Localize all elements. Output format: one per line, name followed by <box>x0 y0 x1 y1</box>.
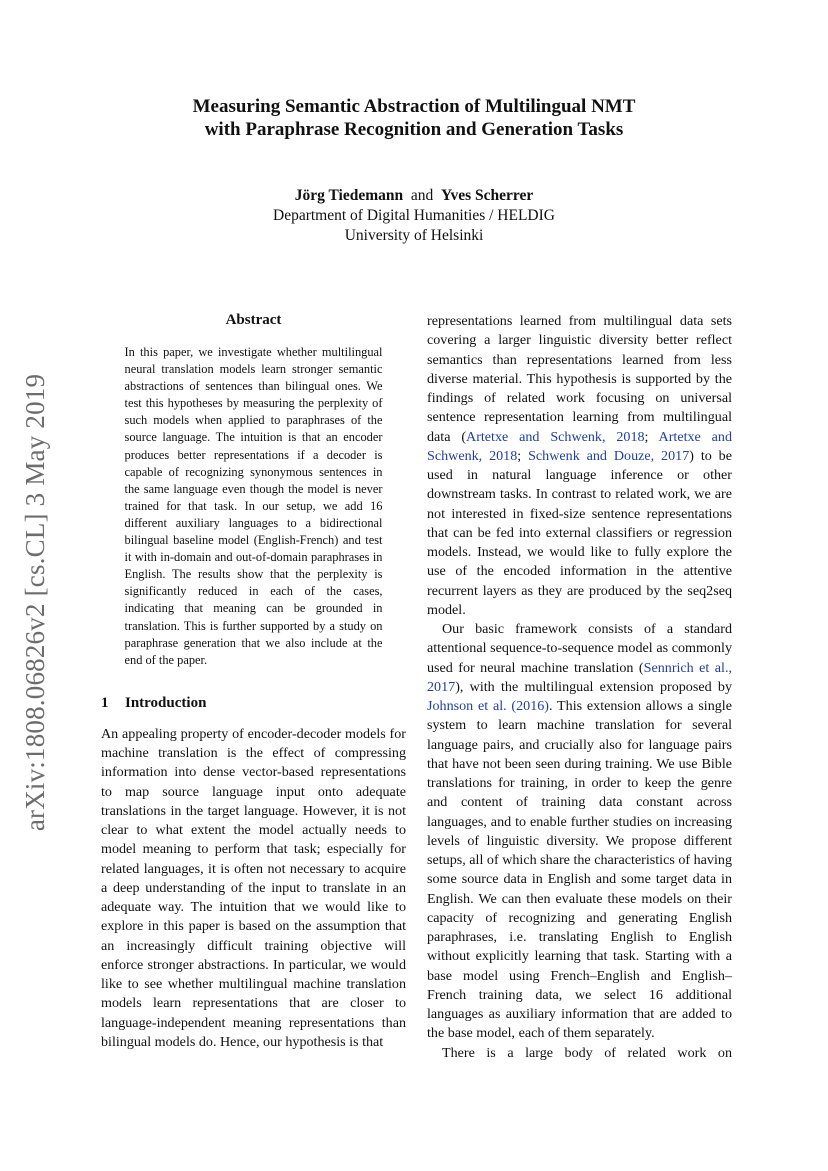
abstract-heading: Abstract <box>225 312 282 328</box>
intro-paragraph-1: An appealing property of encoder-decoder models for machine translation is the effect of compressing information into dense vector-based representations to map source language input onto adequate translations in the target language. However, it is not clear to what extent the model actually needs to model meaning to perform that task; especially for related languages, it is often not necessary to acquire a deep understanding of the input to translate in an adequate way. The intuition that we would like to explore in this paper is based on the assumption that an increasingly difficult training objective will enforce stronger abstractions. In particular, we would like to see whether multilingual machine translation models learn representations that are closer to language-independent meaning representations than bilingual models do. Hence, our hypothesis is that <box>101 725 406 1050</box>
intro-paragraph-3 <box>427 620 732 1044</box>
abstract-text: In this paper, we investigate whether multilingual neural translation models learn stronger semantic abstractions of sentences than bilingual ones. We test this hypotheses by measuring the perplexity of such models when applied to paraphrases of the source language. The intuition is that an encoder produces better representations if a decoder is capable of recognizing synonymous sentences in the same language even though the model is never trained for that task. In our setup, we add 16 different auxiliary languages to a bidirectional bilingual baseline model (English-French) and test it with in-domain and out-of-domain paraphrases in English. The results show that the perplexity is significantly reduced in each of the cases, indicating that meaning can be grounded in translation. This is further supported by a study on paraphrase generation that we also include at the end of the paper. <box>124 345 383 667</box>
citation-link[interactable]: Schwenk and Douze, 2017 <box>528 447 690 464</box>
affiliation-department: Department of Digital Humanities / HELDIG <box>273 207 555 224</box>
section-number: 1 <box>101 694 109 711</box>
citation-separator: ; <box>644 428 659 445</box>
citation-link[interactable]: Johnson et al. (2016) <box>427 698 549 714</box>
paper-header <box>120 95 708 246</box>
title-line-1: Measuring Semantic Abstraction of Multilingual NMT <box>192 96 636 117</box>
paragraph-text: ), with the multilingual extension proposed by <box>455 678 732 695</box>
intro-paragraph-2 <box>427 312 732 620</box>
intro-paragraph-4: There is a large body of related work on <box>442 1044 732 1061</box>
author-conjunction: and <box>410 187 434 204</box>
author-1: Jörg Tiedemann <box>294 187 404 204</box>
section-heading-introduction <box>101 693 406 713</box>
paragraph-text: ) to be used in natural language inference or other downstream tasks. In contrast to related work, we are not interested in fixed-size sentence representations that can be fed into external classifiers or regression models. Instead, we would like to fully explore the use of the encoded information in the attentive recurrent layers as they are produced by the seq2seq model. <box>427 447 732 618</box>
citation-separator: ; <box>517 447 529 464</box>
affiliation-university: University of Helsinki <box>344 227 484 244</box>
arxiv-identifier-text: arXiv:1808.06826v2 [cs.CL] 3 May 2019 <box>20 373 51 832</box>
title-line-2: with Paraphrase Recognition and Generation Tasks <box>204 119 624 140</box>
citation-link[interactable]: Artetxe and Schwenk, 2018 <box>466 428 645 445</box>
right-column <box>427 312 732 1063</box>
paper-title <box>120 95 708 141</box>
author-2: Yves Scherrer <box>441 187 534 204</box>
author-names <box>120 186 708 206</box>
citation-link[interactable]: Artetxe and Schwenk, 2018 <box>427 428 732 464</box>
section-title: Introduction <box>125 694 207 711</box>
left-column <box>101 310 406 1052</box>
paragraph-text: representations learned from multilingual data sets covering a larger linguistic diversity better reflect semantics than representations learned from less diverse material. This hypothesis is supported by the findings of related work focusing on universal sentence representation learning from multilingual data ( <box>427 313 732 445</box>
citation-link[interactable]: Sennrich et al., 2017 <box>427 659 732 695</box>
author-block <box>120 186 708 246</box>
paragraph-text: Our basic framework consists of a standard attentional sequence-to-sequence model as commonly used for neural machine translation ( <box>427 621 732 676</box>
arxiv-identifier-stamp <box>14 365 58 840</box>
paragraph-text: . This extension allows a single system to learn machine translation for several language pairs, and crucially also for language pairs that have not been seen during training. We use Bible translations for training, in order to keep the genre and content of training data constant across languages, and to enable further studies on increasing levels of linguistic diversity. We propose different setups, all of which share the characteristics of having some source data in English and some target data in English. We can then evaluate these models on their capacity of recognizing and generating English paraphrases, i.e. translating English to English without explicitly learning that task. Starting with a base model using French–English and English–French training data, we select 16 additional languages as auxiliary information that are added to the base model, each of them separately. <box>427 698 732 1042</box>
